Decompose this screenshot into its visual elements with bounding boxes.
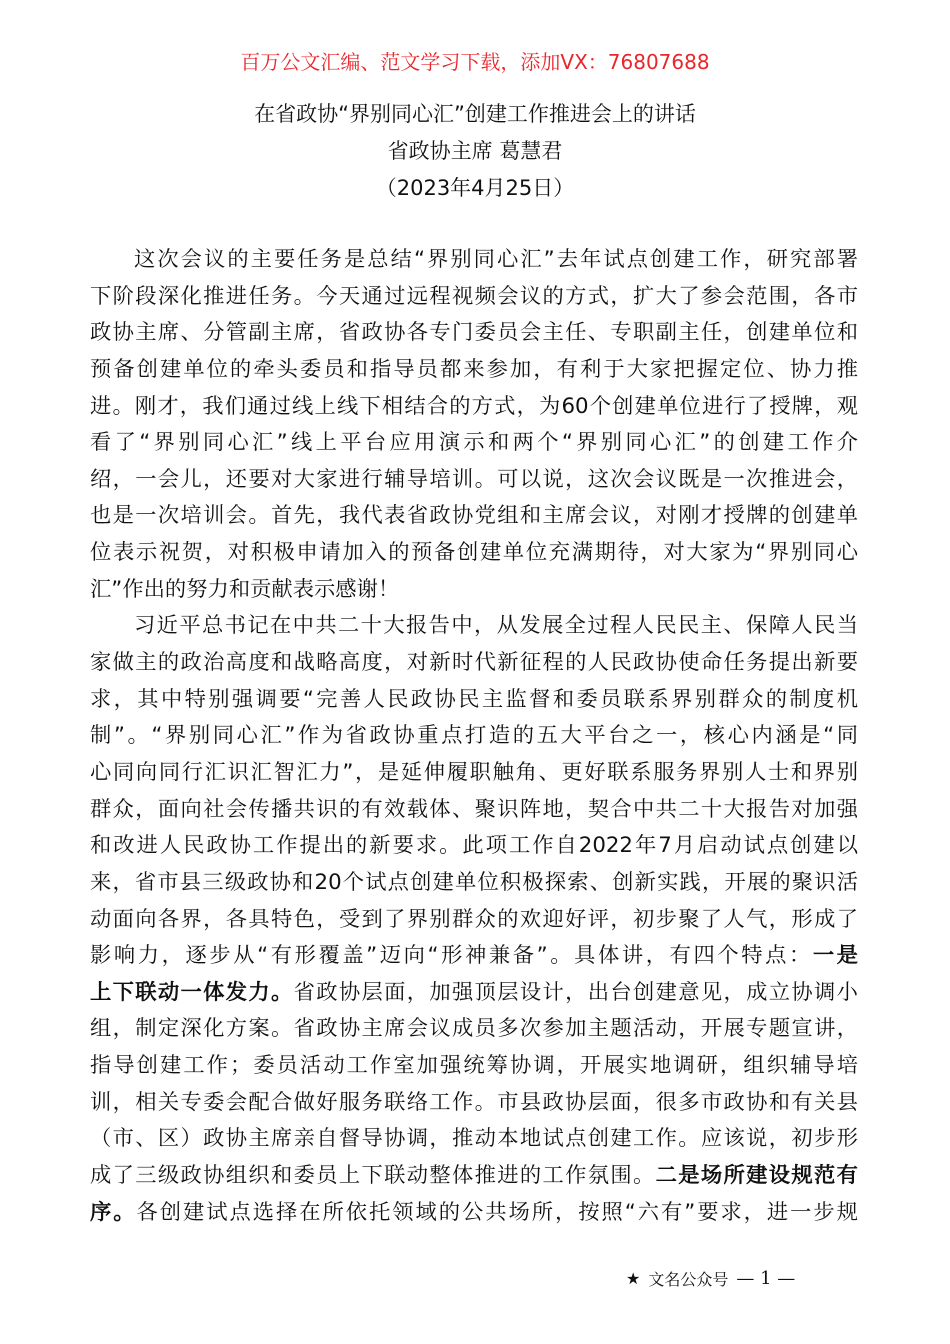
bold-text: 一是 [812,943,858,969]
text-line [90,1195,858,1232]
text-line [90,1085,858,1122]
bold-text: 序。 [90,1199,137,1225]
page-number: — 1 — [736,1268,796,1289]
text-segment: 制”。“界别同心汇”作为省政协重点打造的五大平台之一，核心内涵是“同 [90,723,858,749]
text-segment: 动面向各界，各具特色，受到了界别群众的欢迎好评，初步聚了人气，形成了 [90,906,858,932]
document-body [90,242,858,1231]
text-segment: 成了三级政协组织和委员上下联动整体推进的工作氛围。 [90,1163,656,1189]
text-line [90,242,858,279]
paragraph [90,608,858,1231]
text-line [90,352,858,389]
text-line [90,1011,858,1048]
text-segment: 家做主的政治高度和战略高度，对新时代新征程的人民政协使命任务提出新要 [90,650,858,676]
text-line [90,755,858,792]
text-segment: 下阶段深化推进任务。今天通过远程视频会议的方式，扩大了参会范围，各市 [90,283,858,309]
text-segment: 看了“界别同心汇”线上平台应用演示和两个“界别同心汇”的创建工作介 [90,430,858,456]
star-icon: ★ [626,1269,641,1288]
text-line [90,682,858,719]
text-line [90,535,858,572]
text-segment: 这次会议的主要任务是总结“界别同心汇”去年试点创建工作，研究部署 [134,247,858,272]
text-segment: 群众，面向社会传播共识的有效载体、聚识阵地，契合中共二十大报告对加强 [90,796,858,822]
text-segment: 绍，一会儿，还要对大家进行辅导培训。可以说，这次会议既是一次推进会， [90,466,858,492]
text-segment: 影响力，逐步从“有形覆盖”迈向“形神兼备”。具体讲，有四个特点： [90,943,813,969]
footer-source: 文名公众号 [648,1270,729,1289]
text-segment: 来，省市县三级政协和20个试点创建单位积极探索、创新实践，开展的聚识活 [90,869,858,895]
text-segment: 进。刚才，我们通过线上线下相结合的方式，为60个创建单位进行了授牌，观 [90,393,858,419]
text-line [90,938,858,975]
text-line [90,462,858,499]
text-segment: 心同向同行汇识汇智汇力”，是延伸履职触角、更好联系服务界别人士和界别 [90,759,858,785]
speaker-line: 省政协主席 葛慧君 [387,139,563,163]
text-segment: 预备创建单位的牵头委员和指导员都来参加，有利于大家把握定位、协力推 [90,356,858,382]
text-segment: 习近平总书记在中共二十大报告中，从发展全过程人民民主、保障人民当 [134,613,858,639]
text-line [90,498,858,535]
text-segment: 训，相关专委会配合做好服务联络工作。市县政协层面，很多市政协和有关县 [90,1089,858,1115]
bold-text: 二是场所建设规范有 [655,1163,858,1189]
text-segment: 政协主席、分管副主席，省政协各专门委员会主任、专职副主任，创建单位和 [90,320,858,346]
text-segment: 求，其中特别强调要“完善人民政协民主监督和委员联系界别群众的制度机 [90,686,858,712]
text-line [90,1048,858,1085]
text-line [90,279,858,316]
text-segment: 位表示祝贺，对积极申请加入的预备创建单位充满期待，对大家为“界别同心 [90,540,858,566]
text-line [90,425,858,462]
text-line [90,902,858,939]
paragraph [90,242,858,608]
text-line [90,1121,858,1158]
page-footer [626,1267,795,1290]
text-segment: 组，制定深化方案。省政协主席会议成员多次参加主题活动，开展专题宣讲， [90,1016,858,1042]
text-line [90,315,858,352]
text-line [90,608,858,645]
text-segment: 指导创建工作；委员活动工作室加强统筹协调，开展实地调研，组织辅导培 [90,1053,858,1079]
text-segment: 省政协层面，加强顶层设计，出台创建意见，成立协调小 [293,979,858,1005]
text-line [90,792,858,829]
text-line [90,975,858,1012]
text-segment: 和改进人民政协工作提出的新要求。此项工作自2022年7月启动试点创建以 [90,833,858,859]
text-segment: 各创建试点选择在所依托领域的公共场所，按照“六有”要求，进一步规 [136,1199,858,1225]
text-line [90,718,858,755]
speech-date: （2023年4月25日） [375,176,575,200]
bold-text: 上下联动一体发力。 [90,979,294,1005]
text-line [90,645,858,682]
text-line [90,828,858,865]
text-line [90,1158,858,1195]
text-line [90,865,858,902]
text-segment: （市、区）政协主席亲自督导协调，推动本地试点创建工作。应该说，初步形 [90,1126,858,1152]
text-line [90,572,858,609]
document-title: 在省政协“界别同心汇”创建工作推进会上的讲话 [254,102,696,126]
text-segment: 也是一次培训会。首先，我代表省政协党组和主席会议，对刚才授牌的创建单 [90,503,858,529]
text-line [90,389,858,426]
watermark-text: 百万公文汇编、范文学习下载，添加VX：76807688 [240,50,710,74]
text-segment: 汇”作出的努力和贡献表示感谢！ [90,576,400,602]
